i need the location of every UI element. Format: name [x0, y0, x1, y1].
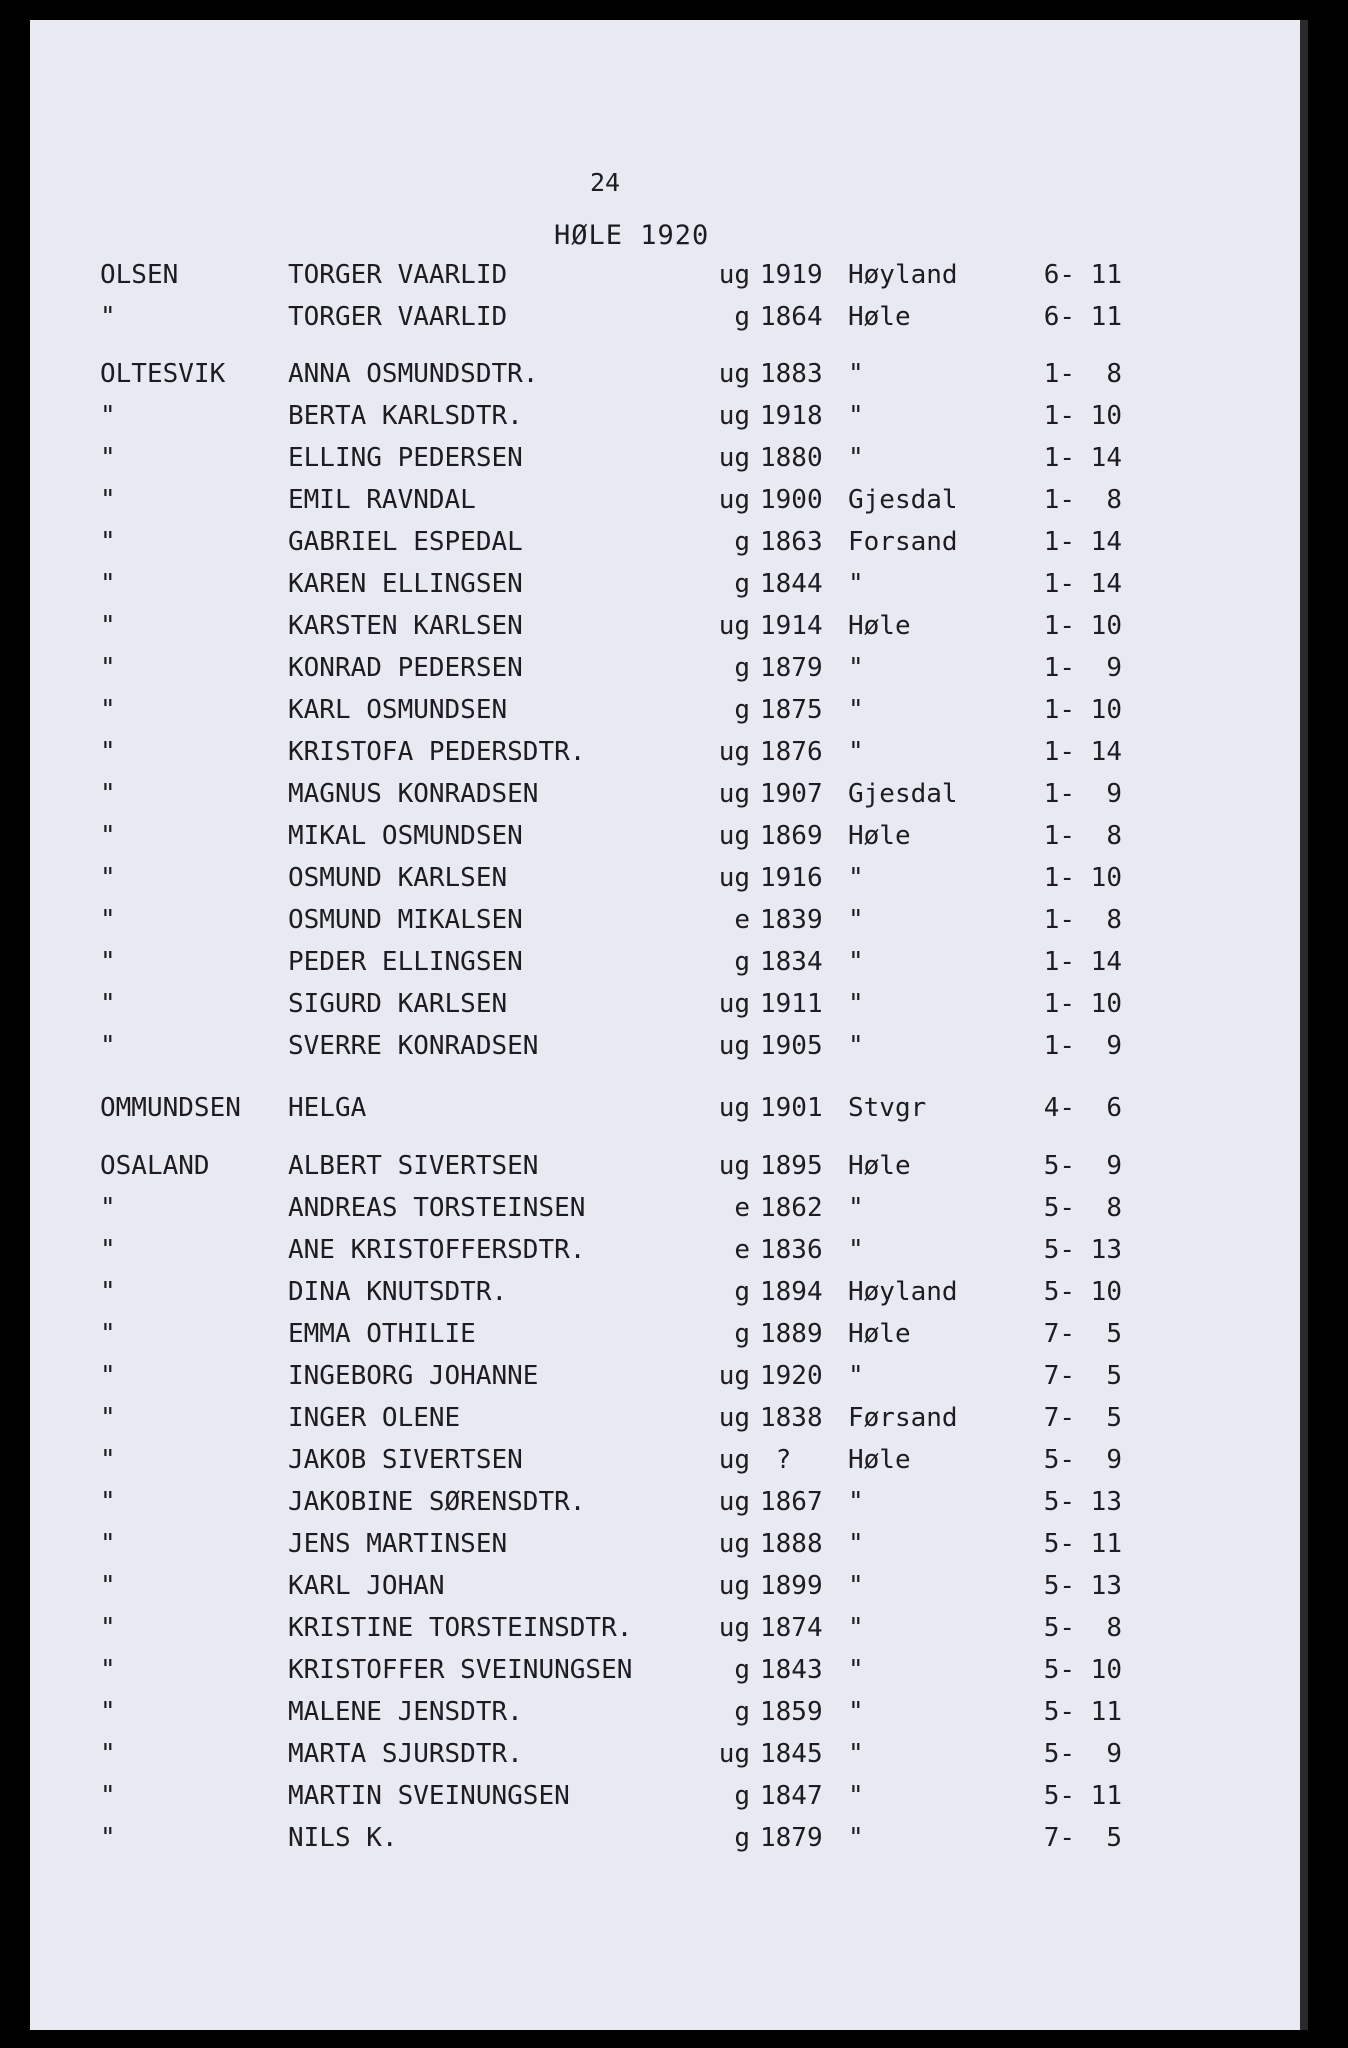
given-name-cell: KAREN ELLINGSEN: [288, 569, 523, 599]
birth-year-cell: 1836: [760, 1235, 823, 1265]
table-row: [30, 1314, 1308, 1354]
birthplace-cell: ": [848, 1739, 864, 1769]
given-name-cell: KARSTEN KARLSEN: [288, 611, 523, 641]
given-name-cell: EMMA OTHILIE: [288, 1319, 476, 1349]
birthplace-cell: Gjesdal: [848, 779, 958, 809]
reference-cell: 5- 8: [1043, 1193, 1122, 1223]
reference-cell: 5- 10: [1043, 1655, 1122, 1685]
birthplace-cell: ": [848, 1655, 864, 1685]
table-row: [30, 396, 1308, 436]
marital-status-cell: ug: [718, 1571, 750, 1601]
table-row: [30, 1088, 1308, 1128]
marital-status-cell: g: [734, 1823, 750, 1853]
birthplace-cell: ": [848, 401, 864, 431]
birth-year-cell: 1843: [760, 1655, 823, 1685]
birthplace-cell: ": [848, 947, 864, 977]
birth-year-cell: 1880: [760, 443, 823, 473]
birth-year-cell: 1863: [760, 527, 823, 557]
reference-cell: 1- 9: [1043, 1031, 1122, 1061]
reference-cell: 5- 11: [1043, 1529, 1122, 1559]
reference-cell: 5- 9: [1043, 1445, 1122, 1475]
table-row: [30, 480, 1308, 520]
reference-cell: 1- 8: [1043, 485, 1122, 515]
birthplace-cell: ": [848, 863, 864, 893]
surname-cell: ": [100, 1445, 116, 1475]
marital-status-cell: ug: [718, 443, 750, 473]
table-row: [30, 255, 1308, 295]
reference-cell: 7- 5: [1043, 1403, 1122, 1433]
marital-status-cell: g: [734, 947, 750, 977]
surname-cell: ": [100, 443, 116, 473]
given-name-cell: ANDREAS TORSTEINSEN: [288, 1193, 586, 1223]
given-name-cell: MIKAL OSMUNDSEN: [288, 821, 523, 851]
surname-cell: ": [100, 1277, 116, 1307]
surname-cell: ": [100, 1361, 116, 1391]
marital-status-cell: g: [734, 695, 750, 725]
birthplace-cell: ": [848, 1781, 864, 1811]
reference-cell: 5- 11: [1043, 1697, 1122, 1727]
given-name-cell: TORGER VAARLID: [288, 302, 508, 332]
birth-year-cell: 1894: [760, 1277, 823, 1307]
reference-cell: 1- 14: [1043, 527, 1122, 557]
birthplace-cell: Høle: [848, 1445, 911, 1475]
birthplace-cell: ": [848, 1031, 864, 1061]
surname-cell: ": [100, 1823, 116, 1853]
reference-cell: 4- 6: [1043, 1093, 1122, 1123]
reference-cell: 5- 8: [1043, 1613, 1122, 1643]
surname-cell: ": [100, 569, 116, 599]
birth-year-cell: 1914: [760, 611, 823, 641]
given-name-cell: ANNA OSMUNDSDTR.: [288, 359, 539, 389]
table-row: [30, 1776, 1308, 1816]
reference-cell: 7- 5: [1043, 1319, 1122, 1349]
table-row: [30, 690, 1308, 730]
marital-status-cell: e: [734, 1193, 750, 1223]
given-name-cell: SIGURD KARLSEN: [288, 989, 508, 1019]
marital-status-cell: g: [734, 1319, 750, 1349]
reference-cell: 1- 10: [1043, 611, 1122, 641]
surname-cell: ": [100, 863, 116, 893]
birth-year-cell: 1839: [760, 905, 823, 935]
given-name-cell: GABRIEL ESPEDAL: [288, 527, 523, 557]
surname-cell: ": [100, 779, 116, 809]
table-row: [30, 297, 1308, 337]
birthplace-cell: Høle: [848, 1151, 911, 1181]
reference-cell: 1- 10: [1043, 863, 1122, 893]
table-row: [30, 1188, 1308, 1228]
birthplace-cell: Høle: [848, 821, 911, 851]
surname-cell: ": [100, 527, 116, 557]
table-row: [30, 984, 1308, 1024]
reference-cell: 1- 10: [1043, 989, 1122, 1019]
birth-year-cell: ?: [760, 1445, 792, 1475]
reference-cell: 5- 9: [1043, 1151, 1122, 1181]
given-name-cell: JAKOB SIVERTSEN: [288, 1445, 523, 1475]
table-row: [30, 732, 1308, 772]
birthplace-cell: ": [848, 1529, 864, 1559]
marital-status-cell: g: [734, 1697, 750, 1727]
given-name-cell: PEDER ELLINGSEN: [288, 947, 523, 977]
birth-year-cell: 1847: [760, 1781, 823, 1811]
table-row: [30, 900, 1308, 940]
given-name-cell: KONRAD PEDERSEN: [288, 653, 523, 683]
reference-cell: 7- 5: [1043, 1823, 1122, 1853]
surname-cell: ": [100, 1697, 116, 1727]
marital-status-cell: e: [734, 1235, 750, 1265]
given-name-cell: DINA KNUTSDTR.: [288, 1277, 508, 1307]
marital-status-cell: g: [734, 302, 750, 332]
marital-status-cell: ug: [718, 485, 750, 515]
surname-cell: ": [100, 1529, 116, 1559]
reference-cell: 1- 14: [1043, 569, 1122, 599]
birth-year-cell: 1916: [760, 863, 823, 893]
given-name-cell: HELGA: [288, 1093, 367, 1123]
reference-cell: 5- 10: [1043, 1277, 1122, 1307]
birth-year-cell: 1862: [760, 1193, 823, 1223]
document-page: [30, 20, 1308, 2030]
given-name-cell: EMIL RAVNDAL: [288, 485, 476, 515]
marital-status-cell: ug: [718, 1529, 750, 1559]
birth-year-cell: 1889: [760, 1319, 823, 1349]
given-name-cell: KRISTOFFER SVEINUNGSEN: [288, 1655, 633, 1685]
reference-cell: 1- 8: [1043, 821, 1122, 851]
surname-cell: ": [100, 737, 116, 767]
marital-status-cell: ug: [718, 1739, 750, 1769]
given-name-cell: JENS MARTINSEN: [288, 1529, 508, 1559]
table-row: [30, 1650, 1308, 1690]
reference-cell: 6- 11: [1043, 302, 1122, 332]
given-name-cell: KRISTINE TORSTEINSDTR.: [288, 1613, 633, 1643]
table-row: [30, 438, 1308, 478]
table-row: [30, 774, 1308, 814]
birthplace-cell: ": [848, 989, 864, 1019]
table-row: [30, 1566, 1308, 1606]
surname-cell: ": [100, 1235, 116, 1265]
birthplace-cell: ": [848, 1193, 864, 1223]
table-row: [30, 1146, 1308, 1186]
given-name-cell: MAGNUS KONRADSEN: [288, 779, 539, 809]
birth-year-cell: 1834: [760, 947, 823, 977]
reference-cell: 5- 13: [1043, 1235, 1122, 1265]
birth-year-cell: 1875: [760, 695, 823, 725]
birth-year-cell: 1874: [760, 1613, 823, 1643]
given-name-cell: OSMUND MIKALSEN: [288, 905, 523, 935]
birth-year-cell: 1876: [760, 737, 823, 767]
given-name-cell: MARTA SJURSDTR.: [288, 1739, 523, 1769]
birth-year-cell: 1899: [760, 1571, 823, 1601]
table-row: [30, 1692, 1308, 1732]
surname-cell: ": [100, 1739, 116, 1769]
marital-status-cell: ug: [718, 863, 750, 893]
table-row: [30, 816, 1308, 856]
reference-cell: 5- 11: [1043, 1781, 1122, 1811]
birthplace-cell: Høyland: [848, 260, 958, 290]
birth-year-cell: 1879: [760, 1823, 823, 1853]
birthplace-cell: ": [848, 359, 864, 389]
marital-status-cell: ug: [718, 401, 750, 431]
surname-cell: ": [100, 1319, 116, 1349]
marital-status-cell: ug: [718, 1613, 750, 1643]
birthplace-cell: ": [848, 695, 864, 725]
birthplace-cell: ": [848, 1823, 864, 1853]
birthplace-cell: ": [848, 905, 864, 935]
table-row: [30, 1440, 1308, 1480]
marital-status-cell: ug: [718, 989, 750, 1019]
birthplace-cell: ": [848, 653, 864, 683]
page-title: HØLE 1920: [554, 220, 710, 251]
surname-cell: ": [100, 1613, 116, 1643]
birth-year-cell: 1920: [760, 1361, 823, 1391]
birth-year-cell: 1907: [760, 779, 823, 809]
birthplace-cell: Forsand: [848, 527, 958, 557]
given-name-cell: ALBERT SIVERTSEN: [288, 1151, 539, 1181]
birthplace-cell: ": [848, 1361, 864, 1391]
table-row: [30, 606, 1308, 646]
table-row: [30, 1818, 1308, 1858]
page-edge-shadow: [1300, 20, 1308, 2030]
surname-cell: ": [100, 1193, 116, 1223]
marital-status-cell: ug: [718, 1445, 750, 1475]
given-name-cell: INGEBORG JOHANNE: [288, 1361, 539, 1391]
marital-status-cell: ug: [718, 611, 750, 641]
marital-status-cell: ug: [718, 1403, 750, 1433]
table-row: [30, 648, 1308, 688]
reference-cell: 5- 9: [1043, 1739, 1122, 1769]
birthplace-cell: ": [848, 1487, 864, 1517]
given-name-cell: KRISTOFA PEDERSDTR.: [288, 737, 586, 767]
given-name-cell: ANE KRISTOFFERSDTR.: [288, 1235, 586, 1265]
reference-cell: 6- 11: [1043, 260, 1122, 290]
reference-cell: 1- 10: [1043, 401, 1122, 431]
given-name-cell: NILS K.: [288, 1823, 398, 1853]
birthplace-cell: Stvgr: [848, 1093, 927, 1123]
reference-cell: 1- 9: [1043, 653, 1122, 683]
birth-year-cell: 1859: [760, 1697, 823, 1727]
marital-status-cell: ug: [718, 1093, 750, 1123]
surname-cell: ": [100, 821, 116, 851]
surname-cell: ": [100, 989, 116, 1019]
birthplace-cell: ": [848, 1697, 864, 1727]
birth-year-cell: 1895: [760, 1151, 823, 1181]
birthplace-cell: Høle: [848, 1319, 911, 1349]
given-name-cell: TORGER VAARLID: [288, 260, 508, 290]
table-row: [30, 1482, 1308, 1522]
surname-cell: OSALAND: [100, 1151, 210, 1181]
surname-cell: ": [100, 1487, 116, 1517]
surname-cell: ": [100, 401, 116, 431]
table-row: [30, 942, 1308, 982]
marital-status-cell: ug: [718, 1487, 750, 1517]
reference-cell: 5- 13: [1043, 1487, 1122, 1517]
surname-cell: OLSEN: [100, 260, 179, 290]
table-row: [30, 1734, 1308, 1774]
surname-cell: ": [100, 695, 116, 725]
birth-year-cell: 1864: [760, 302, 823, 332]
given-name-cell: MALENE JENSDTR.: [288, 1697, 523, 1727]
surname-cell: ": [100, 1571, 116, 1601]
birth-year-cell: 1869: [760, 821, 823, 851]
marital-status-cell: ug: [718, 1361, 750, 1391]
birth-year-cell: 1900: [760, 485, 823, 515]
reference-cell: 1- 14: [1043, 737, 1122, 767]
birth-year-cell: 1867: [760, 1487, 823, 1517]
given-name-cell: INGER OLENE: [288, 1403, 461, 1433]
table-row: [30, 1398, 1308, 1438]
surname-cell: ": [100, 947, 116, 977]
birth-year-cell: 1918: [760, 401, 823, 431]
table-row: [30, 1524, 1308, 1564]
birth-year-cell: 1844: [760, 569, 823, 599]
birth-year-cell: 1888: [760, 1529, 823, 1559]
birthplace-cell: ": [848, 443, 864, 473]
birth-year-cell: 1838: [760, 1403, 823, 1433]
surname-cell: ": [100, 1031, 116, 1061]
birthplace-cell: ": [848, 737, 864, 767]
birthplace-cell: Høle: [848, 302, 911, 332]
surname-cell: ": [100, 905, 116, 935]
birth-year-cell: 1845: [760, 1739, 823, 1769]
marital-status-cell: e: [734, 905, 750, 935]
reference-cell: 1- 8: [1043, 359, 1122, 389]
given-name-cell: KARL JOHAN: [288, 1571, 445, 1601]
reference-cell: 1- 8: [1043, 905, 1122, 935]
reference-cell: 7- 5: [1043, 1361, 1122, 1391]
surname-cell: ": [100, 302, 116, 332]
marital-status-cell: g: [734, 1781, 750, 1811]
marital-status-cell: g: [734, 569, 750, 599]
marital-status-cell: ug: [718, 260, 750, 290]
surname-cell: OMMUNDSEN: [100, 1093, 241, 1123]
given-name-cell: KARL OSMUNDSEN: [288, 695, 508, 725]
surname-cell: OLTESVIK: [100, 359, 226, 389]
birth-year-cell: 1919: [760, 260, 823, 290]
given-name-cell: JAKOBINE SØRENSDTR.: [288, 1487, 586, 1517]
marital-status-cell: g: [734, 527, 750, 557]
table-row: [30, 522, 1308, 562]
birthplace-cell: Gjesdal: [848, 485, 958, 515]
reference-cell: 1- 9: [1043, 779, 1122, 809]
given-name-cell: ELLING PEDERSEN: [288, 443, 523, 473]
table-row: [30, 1608, 1308, 1648]
birth-year-cell: 1879: [760, 653, 823, 683]
marital-status-cell: g: [734, 1277, 750, 1307]
page-number: 24: [590, 168, 621, 197]
marital-status-cell: ug: [718, 1031, 750, 1061]
reference-cell: 1- 14: [1043, 947, 1122, 977]
birthplace-cell: ": [848, 569, 864, 599]
table-row: [30, 564, 1308, 604]
surname-cell: ": [100, 1655, 116, 1685]
reference-cell: 5- 13: [1043, 1571, 1122, 1601]
table-row: [30, 1230, 1308, 1270]
surname-cell: ": [100, 485, 116, 515]
table-row: [30, 354, 1308, 394]
marital-status-cell: ug: [718, 737, 750, 767]
reference-cell: 1- 14: [1043, 443, 1122, 473]
surname-cell: ": [100, 1781, 116, 1811]
table-row: [30, 1356, 1308, 1396]
birthplace-cell: ": [848, 1571, 864, 1601]
birthplace-cell: Førsand: [848, 1403, 958, 1433]
given-name-cell: SVERRE KONRADSEN: [288, 1031, 539, 1061]
given-name-cell: MARTIN SVEINUNGSEN: [288, 1781, 570, 1811]
birth-year-cell: 1901: [760, 1093, 823, 1123]
given-name-cell: OSMUND KARLSEN: [288, 863, 508, 893]
birthplace-cell: Høle: [848, 611, 911, 641]
table-row: [30, 858, 1308, 898]
surname-cell: ": [100, 611, 116, 641]
birthplace-cell: ": [848, 1235, 864, 1265]
surname-cell: ": [100, 1403, 116, 1433]
given-name-cell: BERTA KARLSDTR.: [288, 401, 523, 431]
table-row: [30, 1272, 1308, 1312]
marital-status-cell: ug: [718, 821, 750, 851]
birth-year-cell: 1911: [760, 989, 823, 1019]
marital-status-cell: ug: [718, 1151, 750, 1181]
marital-status-cell: ug: [718, 779, 750, 809]
birthplace-cell: ": [848, 1613, 864, 1643]
table-row: [30, 1026, 1308, 1066]
marital-status-cell: g: [734, 653, 750, 683]
birthplace-cell: Høyland: [848, 1277, 958, 1307]
reference-cell: 1- 10: [1043, 695, 1122, 725]
birth-year-cell: 1905: [760, 1031, 823, 1061]
birth-year-cell: 1883: [760, 359, 823, 389]
marital-status-cell: ug: [718, 359, 750, 389]
marital-status-cell: g: [734, 1655, 750, 1685]
surname-cell: ": [100, 653, 116, 683]
